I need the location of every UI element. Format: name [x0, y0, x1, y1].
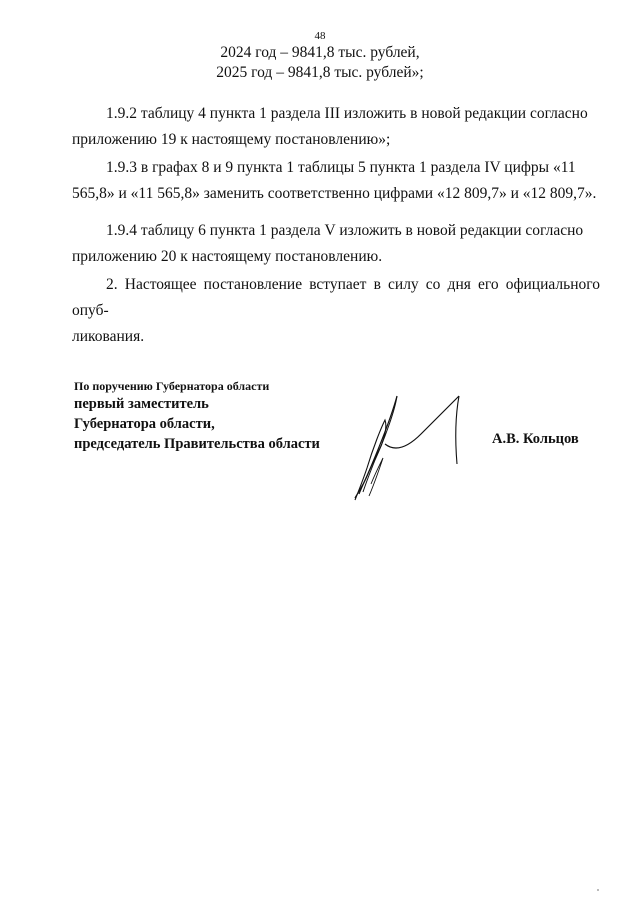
- signature-block: [74, 378, 320, 454]
- page-number: 48: [314, 30, 326, 42]
- budget-line-2024: 2024 год – 9841,8 тыс. рублей,: [220, 44, 420, 61]
- paragraph-line: 565,8» и «11 565,8» заменить соответственно цифрами «12 809,7» и «12 809,7».: [72, 185, 597, 202]
- paragraph-1-9-3: [72, 155, 600, 207]
- paragraph-1-9-4: [72, 218, 600, 270]
- paragraph-line: 2. Настоящее постановление вступает в силу со дня его официального опуб-: [72, 276, 600, 319]
- signature-title-line: Губернатора области,: [74, 416, 215, 432]
- paragraph-1-9-2: [72, 101, 600, 153]
- signature-title-line: первый заместитель: [74, 396, 209, 412]
- paragraph-line: ликования.: [72, 328, 145, 345]
- paragraph-2: [72, 272, 600, 350]
- signer-name: А.В. Кольцов: [492, 431, 579, 447]
- paragraph-line: 1.9.2 таблицу 4 пункта 1 раздела III изложить в новой редакции согласно: [106, 105, 588, 122]
- signature-instruction: По поручению Губернатора области: [74, 379, 270, 393]
- paragraph-line: приложению 19 к настоящему постановлению»;: [72, 131, 391, 148]
- paragraph-line: приложению 20 к настоящему постановлению.: [72, 248, 383, 265]
- paragraph-line: 1.9.3 в графах 8 и 9 пункта 1 таблицы 5 пункта 1 раздела IV цифры «11: [106, 159, 576, 176]
- handwritten-signature: [345, 388, 475, 503]
- scan-speck: [597, 889, 599, 891]
- paragraph-line: 1.9.4 таблицу 6 пункта 1 раздела V изложить в новой редакции согласно: [106, 222, 584, 239]
- signature-title-line: председатель Правительства области: [74, 436, 320, 452]
- budget-line-2025: 2025 год – 9841,8 тыс. рублей»;: [216, 64, 424, 81]
